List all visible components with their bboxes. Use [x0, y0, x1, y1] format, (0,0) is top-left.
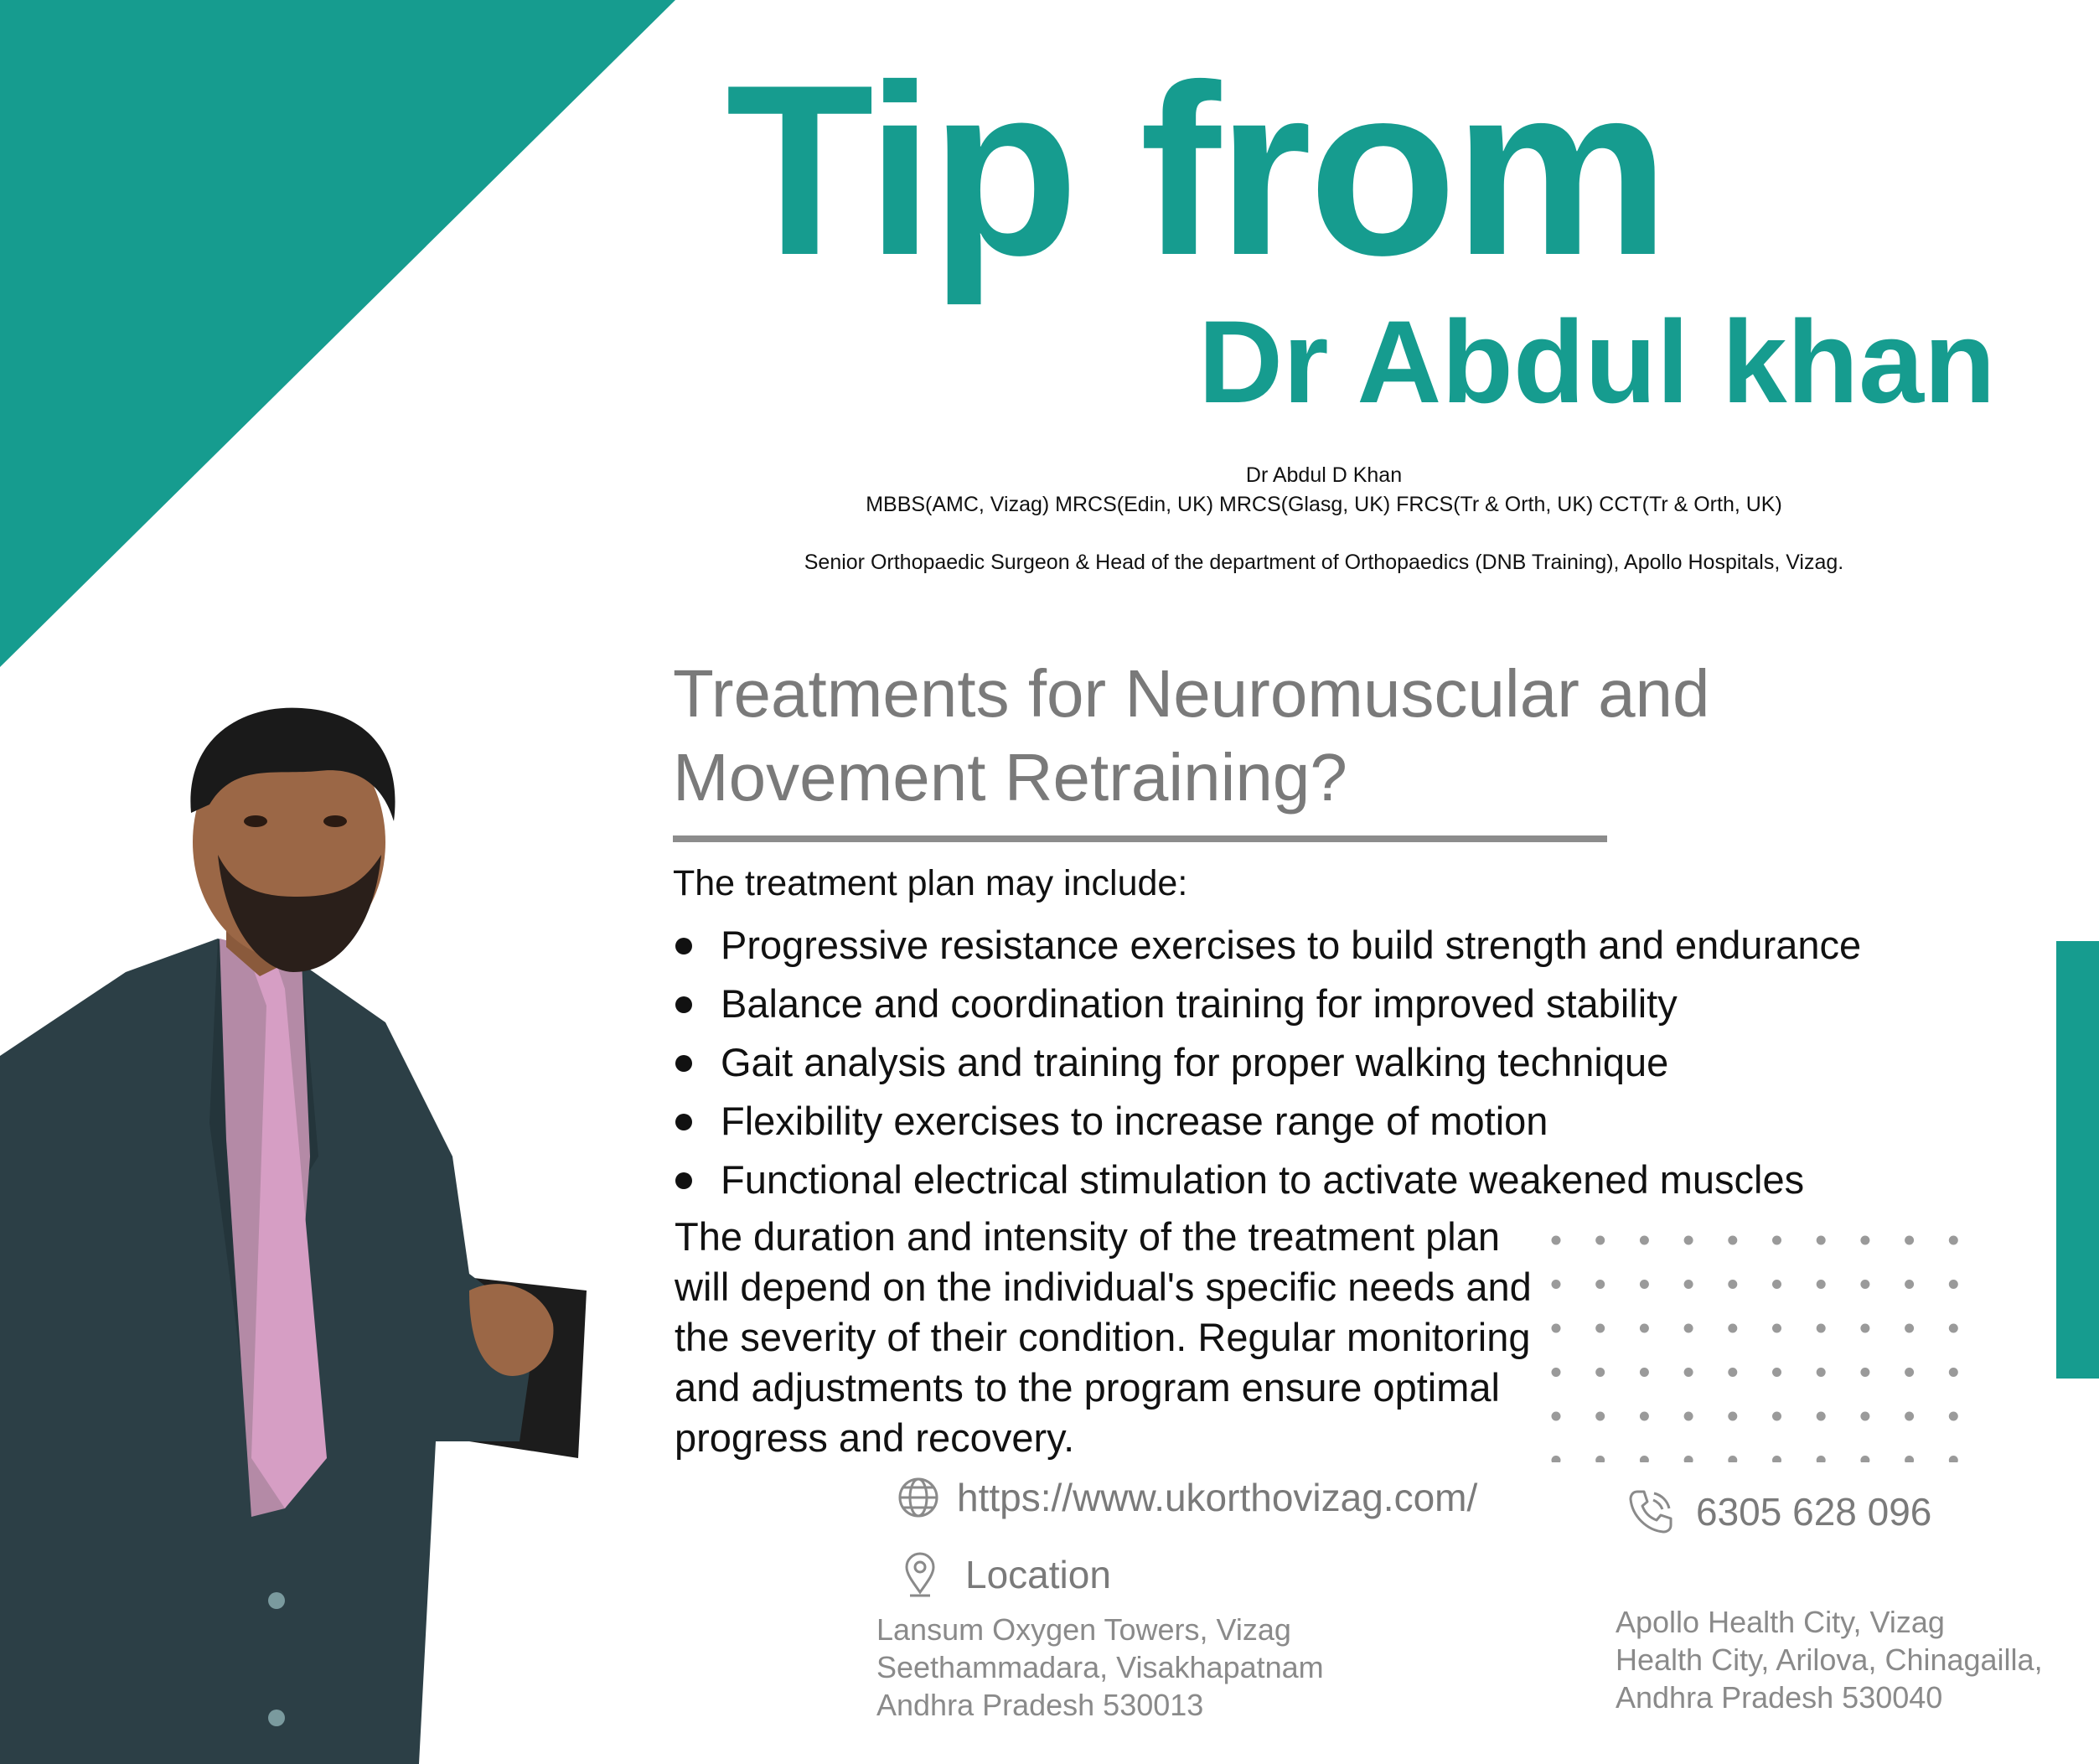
phone-number[interactable]: 6305 628 096 [1696, 1490, 1932, 1534]
bullet-dot [675, 1055, 692, 1072]
heading-underline [673, 835, 1607, 842]
bullet-dot [675, 1172, 692, 1189]
grid-dot [1728, 1280, 1737, 1289]
grid-dot [1684, 1412, 1693, 1421]
grid-dot [1905, 1236, 1914, 1245]
grid-dot [1905, 1324, 1914, 1333]
grid-dot [1817, 1368, 1826, 1377]
grid-dot [1860, 1236, 1869, 1245]
grid-dot [1640, 1280, 1649, 1289]
address-line: Apollo Health City, Vizag [1616, 1605, 1945, 1639]
phone-icon [1626, 1487, 1676, 1537]
map-pin-icon [902, 1550, 938, 1599]
grid-dot [1905, 1368, 1914, 1377]
list-item-text: Progressive resistance exercises to build strength and endurance [721, 923, 1862, 967]
list-item-text: Flexibility exercises to increase range of motion [721, 1099, 1548, 1143]
grid-dot [1949, 1368, 1958, 1377]
grid-dot [1949, 1236, 1958, 1245]
grid-dot [1552, 1368, 1561, 1377]
credentials-name: Dr Abdul D Khan [1245, 463, 1403, 487]
grid-dot [1817, 1236, 1826, 1245]
grid-dot [1552, 1412, 1561, 1421]
title-tip-from: Tip from [726, 34, 1667, 306]
grid-dot [1552, 1236, 1561, 1245]
address-apollo [1616, 1603, 2043, 1716]
credentials-qualifications: MBBS(AMC, Vizag) MRCS(Edin, UK) MRCS(Glasg, UK) FRCS(Tr & Orth, UK) CCT(Tr & Orth, UK) [866, 493, 1782, 516]
grid-dot [1684, 1280, 1693, 1289]
grid-dot [1949, 1456, 1958, 1462]
dot-grid-decoration [1545, 1228, 1964, 1462]
globe-icon [897, 1476, 940, 1519]
grid-dot [1728, 1412, 1737, 1421]
grid-dot [1640, 1324, 1649, 1333]
article-intro: The treatment plan may include: [673, 863, 1188, 903]
article-heading: Treatments for Neuromuscular and Movement Retraining? [673, 656, 1710, 815]
grid-dot [1728, 1236, 1737, 1245]
grid-dot [1860, 1324, 1869, 1333]
grid-dot [1772, 1280, 1781, 1289]
grid-dot [1640, 1456, 1649, 1462]
list-item [673, 920, 1861, 979]
grid-dot [1728, 1456, 1737, 1462]
treatment-list [673, 920, 1861, 1213]
list-item-text: Balance and coordination training for improved stability [721, 981, 1678, 1026]
grid-dot [1860, 1280, 1869, 1289]
address-line: Lansum Oxygen Towers, Vizag [876, 1612, 1291, 1647]
address-line: Andhra Pradesh 530013 [876, 1688, 1204, 1722]
grid-dot [1949, 1412, 1958, 1421]
grid-dot [1552, 1456, 1561, 1462]
website-url[interactable]: https://www.ukorthovizag.com/ [957, 1476, 1478, 1519]
address-line: Seethammadara, Visakhapatnam [876, 1650, 1324, 1684]
grid-dot [1640, 1236, 1649, 1245]
grid-dot [1905, 1412, 1914, 1421]
grid-dot [1728, 1368, 1737, 1377]
grid-dot [1949, 1324, 1958, 1333]
corner-triangle-decoration [0, 0, 679, 670]
credentials-role: Senior Orthopaedic Surgeon & Head of the department of Orthopaedics (DNB Training), Apollo Hospitals, Vizag. [804, 551, 1844, 574]
doctor-portrait [0, 687, 603, 1764]
grid-dot [1860, 1412, 1869, 1421]
grid-dot [1949, 1280, 1958, 1289]
grid-dot [1595, 1324, 1605, 1333]
grid-dot [1595, 1456, 1605, 1462]
grid-dot [1772, 1456, 1781, 1462]
list-item [673, 1096, 1861, 1155]
website-link[interactable] [897, 1475, 1477, 1520]
grid-dot [1817, 1324, 1826, 1333]
grid-dot [1728, 1324, 1737, 1333]
location-label: Location [965, 1553, 1111, 1596]
location-row [902, 1550, 1111, 1599]
bullet-dot [675, 938, 692, 954]
bullet-dot [675, 996, 692, 1013]
list-item [673, 1155, 1861, 1213]
grid-dot [1817, 1456, 1826, 1462]
address-line: Andhra Pradesh 530040 [1616, 1680, 1943, 1715]
list-item [673, 1037, 1861, 1096]
grid-dot [1772, 1368, 1781, 1377]
address-lansum [876, 1611, 1324, 1724]
grid-dot [1684, 1324, 1693, 1333]
grid-dot [1684, 1456, 1693, 1462]
grid-dot [1684, 1236, 1693, 1245]
phone-contact[interactable] [1626, 1487, 1931, 1537]
right-accent-bar [2056, 941, 2099, 1379]
grid-dot [1817, 1412, 1826, 1421]
title-doctor-name: Dr Abdul khan [1198, 296, 1996, 427]
grid-dot [1772, 1324, 1781, 1333]
grid-dot [1595, 1236, 1605, 1245]
grid-dot [1640, 1368, 1649, 1377]
grid-dot [1552, 1280, 1561, 1289]
grid-dot [1684, 1368, 1693, 1377]
address-line: Health City, Arilova, Chinagailla, [1616, 1642, 2043, 1677]
grid-dot [1595, 1280, 1605, 1289]
grid-dot [1595, 1412, 1605, 1421]
grid-dot [1817, 1280, 1826, 1289]
grid-dot [1772, 1412, 1781, 1421]
grid-dot [1905, 1456, 1914, 1462]
bullet-dot [675, 1114, 692, 1130]
grid-dot [1595, 1368, 1605, 1377]
grid-dot [1640, 1412, 1649, 1421]
grid-dot [1552, 1324, 1561, 1333]
article-closing-paragraph: The duration and intensity of the treatment plan will depend on the individual's specific needs and the severity of their condition. Regular monitoring and adjustments to the program ensure optimal progress and recovery. [675, 1214, 1532, 1460]
grid-dot [1860, 1456, 1869, 1462]
list-item-text: Gait analysis and training for proper walking technique [721, 1040, 1669, 1084]
list-item [673, 979, 1861, 1037]
list-item-text: Functional electrical stimulation to activate weakened muscles [721, 1157, 1805, 1202]
grid-dot [1905, 1280, 1914, 1289]
grid-dot [1860, 1368, 1869, 1377]
grid-dot [1772, 1236, 1781, 1245]
